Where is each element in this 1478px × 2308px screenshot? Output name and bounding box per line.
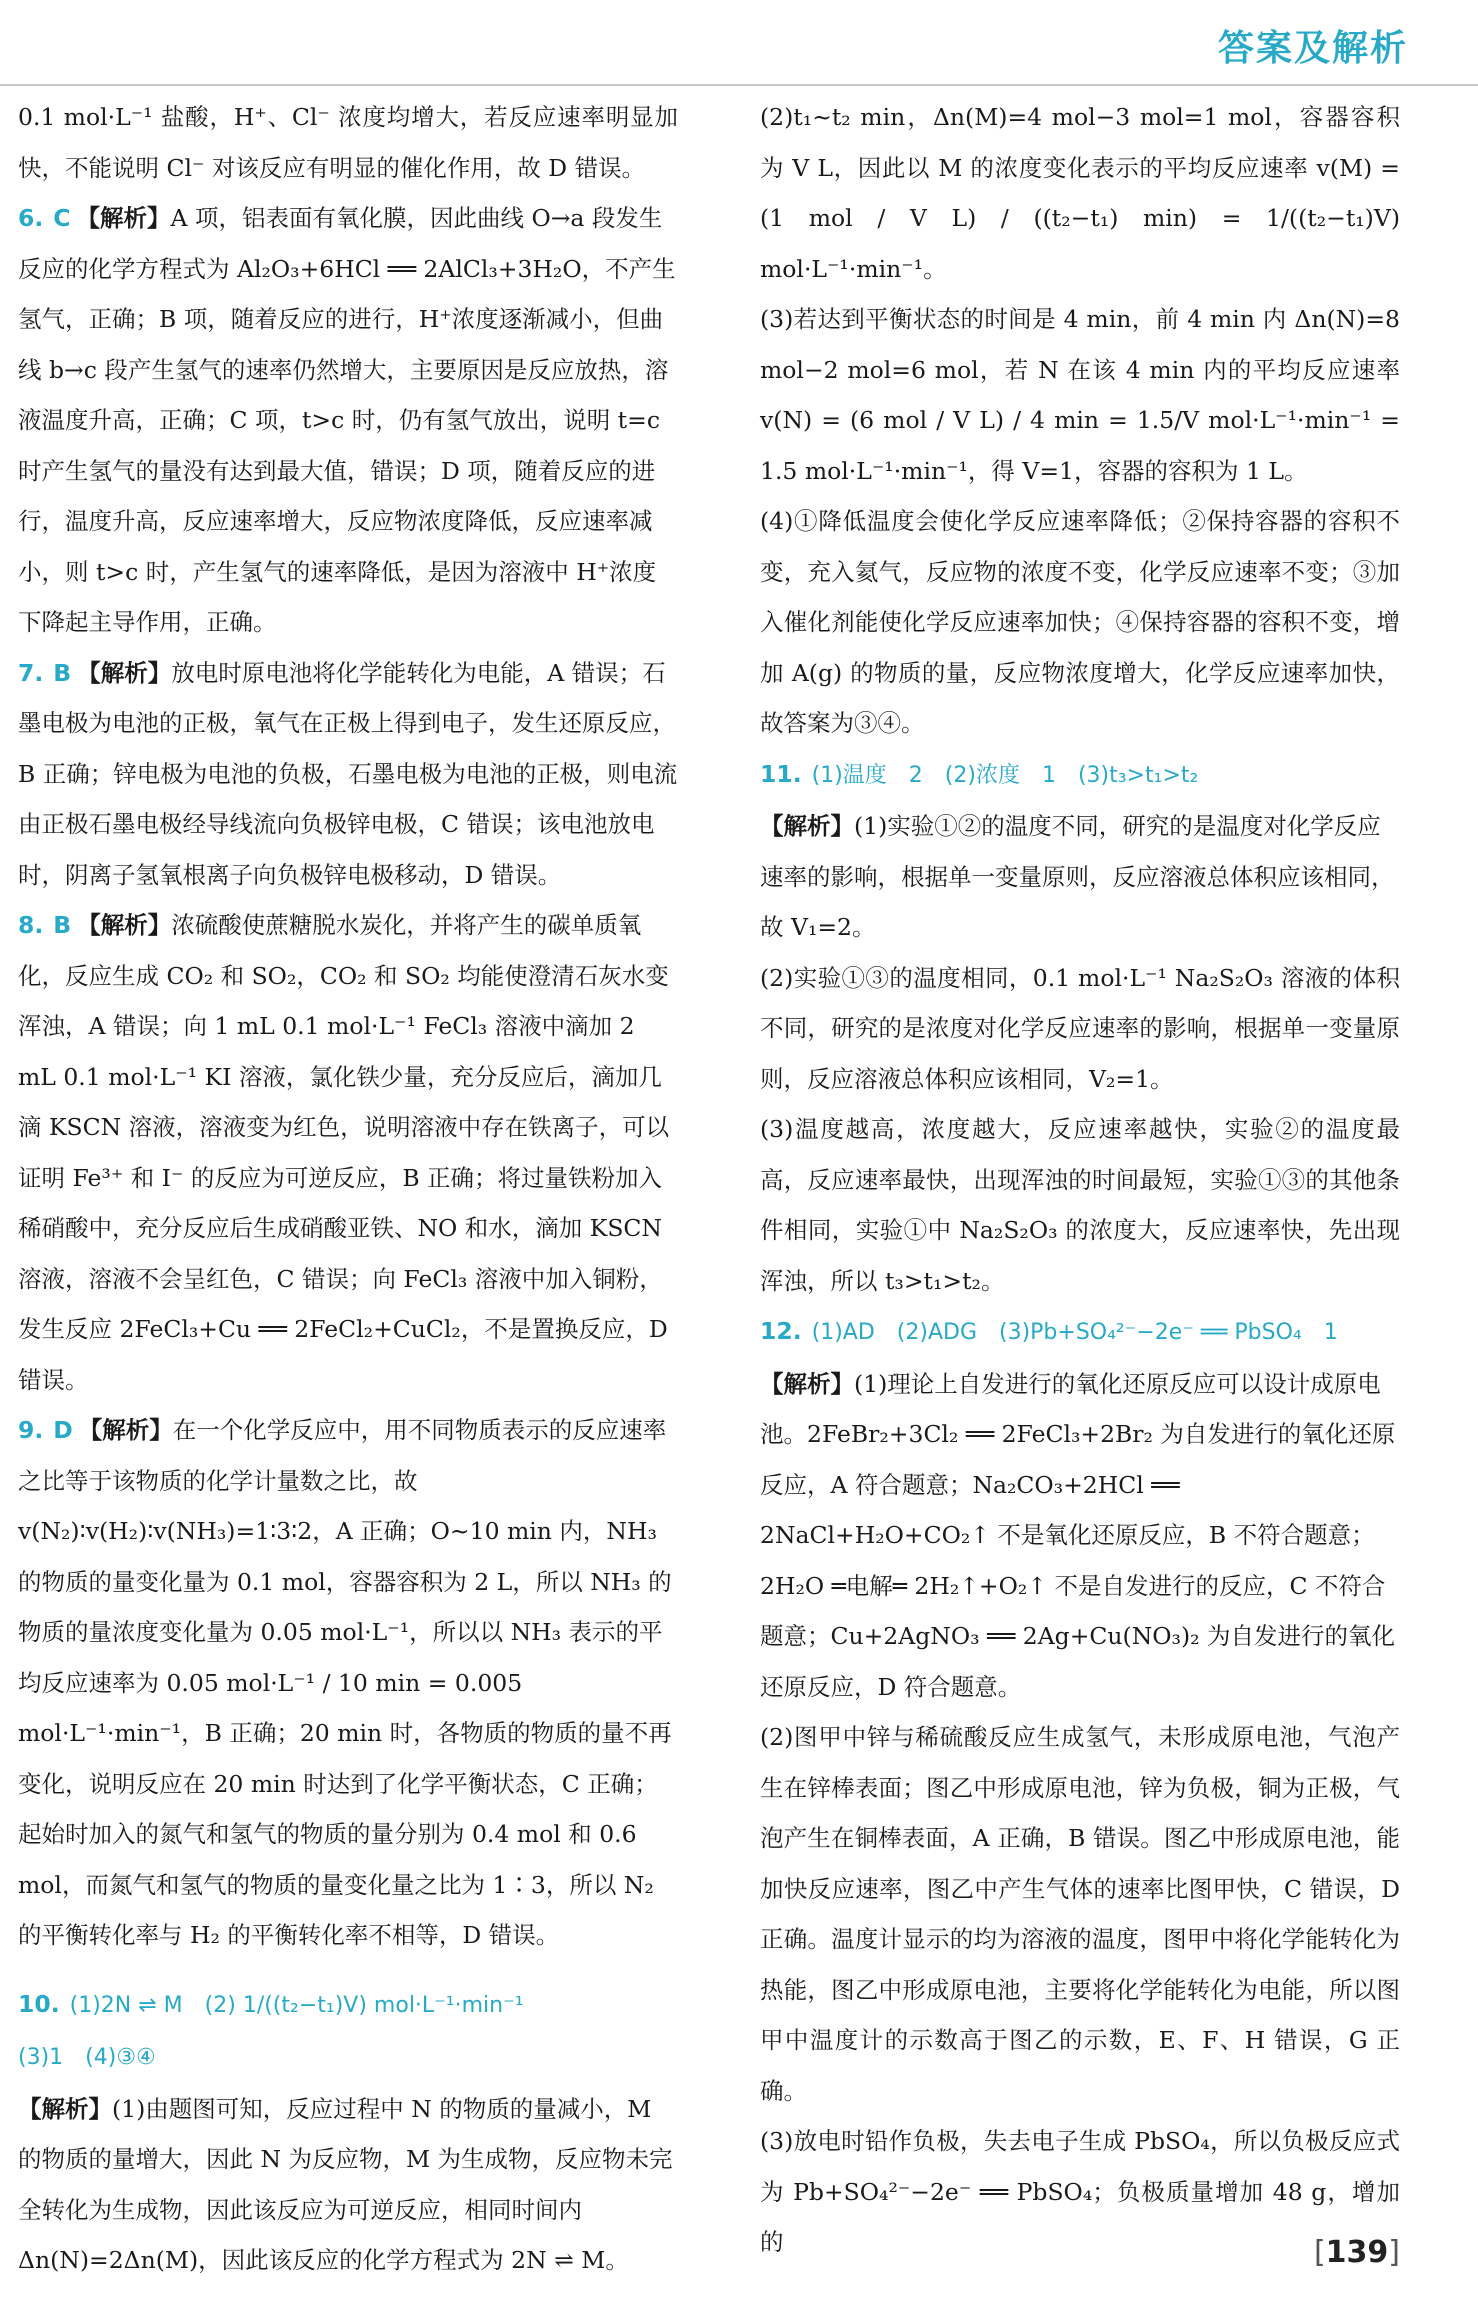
header-divider [0, 84, 1478, 86]
analysis-label: 【解析】 [760, 1369, 854, 1398]
answer-letter: B [53, 911, 72, 939]
page-number: [139] [1313, 2235, 1400, 2270]
analysis-label: 【解析】 [760, 812, 854, 840]
header-title: 答案及解析 [1217, 27, 1408, 69]
analysis-label: 【解析】 [78, 1416, 173, 1444]
analysis-label: 【解析】 [18, 2094, 112, 2123]
q10-part3: (3)若达到平衡状态的时间是 4 min，前 4 min 内 Δn(N)=8 mol−2 mol=6 mol，若 N 在该 4 min 内的平均反应速率 v(N) = (6 mol / V L) / 4 min = 1.5/V mol·L⁻¹·min⁻¹ = 1.5 mol·L⁻¹·min⁻¹，得 V=1，容器的容积为 1 L。 [760, 305, 1400, 485]
question-number: 12. [760, 1317, 802, 1345]
intro-paragraph: 0.1 mol·L⁻¹ 盐酸，H⁺、Cl⁻ 浓度均增大，若反应速率明显加快，不能说明 Cl⁻ 对该反应有明显的催化作用，故 D 错误。 [18, 103, 678, 182]
answer-line: (1)2N ⇌ M (2) 1/((t₂−t₁)V) mol·L⁻¹·min⁻¹ [69, 1992, 524, 2018]
answer-line-2: (3)1 (4)③④ [18, 2045, 156, 2070]
question-7 [18, 648, 678, 901]
analysis-label: 【解析】 [77, 658, 172, 687]
q10-part4: (4)①降低温度会使化学反应速率降低；②保持容器的容积不变，充入氦气，反应物的浓度不变，化学反应速率不变；③加入催化剂能使化学反应速率加快；④保持容器的容积不变，增加 A(g) 的物质的量，反应物浓度增大，化学反应速率加快，故答案为③④。 [760, 507, 1400, 737]
analysis-label: 【解析】 [77, 911, 172, 939]
question-number: 9. [18, 1416, 44, 1444]
page-header [1218, 0, 1408, 90]
analysis-text: 在一个化学反应中，用不同物质表示的反应速率之比等于该物质的化学计量数之比，故 v(N₂)∶v(H₂)∶v(NH₃)=1∶3∶2，A 正确；O~10 min 内，NH₃ 的物质的量变化量为 0.1 mol，容器容积为 2 L，所以 NH₃ 的物质的量浓度变化量为 0.05 mol·L⁻¹，所以以 NH₃ 表示的平均反应速率为 0.05 mol·L⁻¹ / 10 min = 0.005 mol·L⁻¹·min⁻¹，B 正确；20 min 时，各物质的物质的量不再变化，说明反应在 20 min 时达到了化学平衡状态，C 正确；起始时加入的氮气和氢气的物质的量分别为 0.4 mol 和 0.6 mol，而氮气和氢气的物质的量变化量之比为 1∶3，所以 N₂ 的平衡转化率与 H₂ 的平衡转化率不相等，D 错误。 [18, 1416, 672, 1949]
analysis-text-1: (1)理论上自发进行的氧化还原反应可以设计成原电池。2FeBr₂+3Cl₂ ══ 2FeCl₃+2Br₂ 为自发进行的氧化还原反应，A 符合题意；Na₂CO₃+2HCl ══ 2NaCl+H₂O+CO₂↑ 不是氧化还原反应，B 不符合题意；2H₂O ═电解═ 2H₂↑+O₂↑ 不是自发进行的反应，C 不符合题意；Cu+2AgNO₃ ══ 2Ag+Cu(NO₃)₂ 为自发进行的氧化还原反应，D 符合题意。 [760, 1369, 1396, 1701]
answer-line: (1)AD (2)ADG (3)Pb+SO₄²⁻−2e⁻ ══ PbSO₄ 1 [811, 1320, 1338, 1345]
page-number-value: 139 [1325, 2235, 1389, 2270]
question-number: 11. [760, 759, 802, 788]
answer-letter: D [53, 1416, 73, 1444]
analysis-text: A 项，铝表面有氧化膜，因此曲线 O→a 段发生反应的化学方程式为 Al₂O₃+6HCl ══ 2AlCl₃+3H₂O，不产生氢气，正确；B 项，随着反应的进行，H⁺浓度逐渐减小，但曲线 b→c 段产生氢气的速率仍然增大，主要原因是反应放热，溶液温度升高，正确；C 项，t>c 时，仍有氢气放出，说明 t=c 时产生氢气的量没有达到最大值，错误；D 项，随着反应的进行，温度升高，反应速率增大，反应物浓度降低，反应速率减小，则 t>c 时，产生氢气的速率降低，是因为溶液中 H⁺浓度下降起主导作用，正确。 [18, 204, 676, 636]
q10-part2: (2)t₁~t₂ min，Δn(M)=4 mol−3 mol=1 mol，容器容积为 V L，因此以 M 的浓度变化表示的平均反应速率 v(M) = (1 mol / V L) / ((t₂−t₁) min) = 1/((t₂−t₁)V) mol·L⁻¹·min⁻¹。 [760, 103, 1400, 283]
question-number: 6. [18, 204, 44, 232]
left-column [18, 92, 678, 2286]
analysis-text: 放电时原电池将化学能转化为电能，A 错误；石墨电极为电池的正极，氧气在正极上得到电子，发生还原反应，B 正确；锌电极为电池的负极，石墨电极为电池的正极，则电流由正极石墨电极经导线流向负极锌电极，C 错误；该电池放电时，阴离子氢氧根离子向负极锌电极移动，D 错误。 [18, 658, 678, 889]
answer-letter: B [53, 658, 72, 687]
analysis-text: (1)由题图可知，反应过程中 N 的物质的量减小，M 的物质的量增大，因此 N 为反应物，M 为生成物，反应物未完全转化为生成物，因此该反应为可逆反应，相同时间内 Δn(N)=2Δn(M)，因此该反应的化学方程式为 2N ⇌ M。 [18, 2094, 673, 2274]
analysis-text-2: (2)实验①③的温度相同，0.1 mol·L⁻¹ Na₂S₂O₃ 溶液的体积不同，研究的是浓度对化学反应速率的影响，根据单一变量原则，反应溶液总体积应该相同，V₂=1。 [760, 963, 1400, 1093]
question-11 [760, 749, 1400, 1307]
analysis-label: 【解析】 [76, 204, 171, 232]
question-8 [18, 900, 678, 1405]
question-9 [18, 1405, 678, 1961]
question-12 [760, 1306, 1400, 2268]
question-number: 7. [18, 658, 44, 687]
right-column [760, 92, 1400, 2268]
question-number: 10. [18, 1989, 60, 2018]
analysis-text-3: (3)温度越高，浓度越大，反应速率越快，实验②的温度最高，反应速率最快，出现浑浊的时间最短，实验①③的其他条件相同，实验①中 Na₂S₂O₃ 的浓度大，反应速率快，先出现浑浊，所以 t₃>t₁>t₂。 [760, 1115, 1400, 1295]
analysis-text: 浓硫酸使蔗糖脱水炭化，并将产生的碳单质氧化，反应生成 CO₂ 和 SO₂，CO₂ 和 SO₂ 均能使澄清石灰水变浑浊，A 错误；向 1 mL 0.1 mol·L⁻¹ FeCl₃ 溶液中滴加 2 mL 0.1 mol·L⁻¹ KI 溶液，氯化铁少量，充分反应后，滴加几滴 KSCN 溶液，溶液变为红色，说明溶液中存在铁离子，可以证明 Fe³⁺ 和 I⁻ 的反应为可逆反应，B 正确；将过量铁粉加入稀硝酸中，充分反应后生成硝酸亚铁、NO 和水，滴加 KSCN 溶液，溶液不会呈红色，C 错误；向 FeCl₃ 溶液中加入铜粉，发生反应 2FeCl₃+Cu ══ 2FeCl₂+CuCl₂，不是置换反应，D 错误。 [18, 911, 670, 1394]
analysis-text-1: (1)实验①②的温度不同，研究的是温度对化学反应速率的影响，根据单一变量原则，反应溶液总体积应该相同，故 V₁=2。 [760, 812, 1395, 941]
question-10 [18, 1979, 678, 2286]
question-number: 8. [18, 911, 44, 939]
answer-letter: C [53, 204, 71, 232]
answer-line: (1)温度 2 (2)浓度 1 (3)t₃>t₁>t₂ [811, 762, 1199, 788]
analysis-text-3: (3)放电时铅作负极，失去电子生成 PbSO₄，所以负极反应式为 Pb+SO₄²⁻−2e⁻ ══ PbSO₄；负极质量增加 48 g，增加的 [760, 2127, 1400, 2256]
analysis-text-2: (2)图甲中锌与稀硫酸反应生成氢气，未形成原电池，气泡产生在锌棒表面；图乙中形成原电池，锌为负极，铜为正极，气泡产生在铜棒表面，A 正确，B 错误。图乙中形成原电池，能加快反应速率，图乙中产生气体的速率比图甲快，C 错误，D 正确。温度计显示的均为溶液的温度，图甲中将化学能转化为热能，图乙中形成原电池，主要将化学能转化为电能，所以图甲中温度计的示数高于图乙的示数，E、F、H 错误，G 正确。 [760, 1723, 1400, 2105]
question-6 [18, 193, 678, 648]
